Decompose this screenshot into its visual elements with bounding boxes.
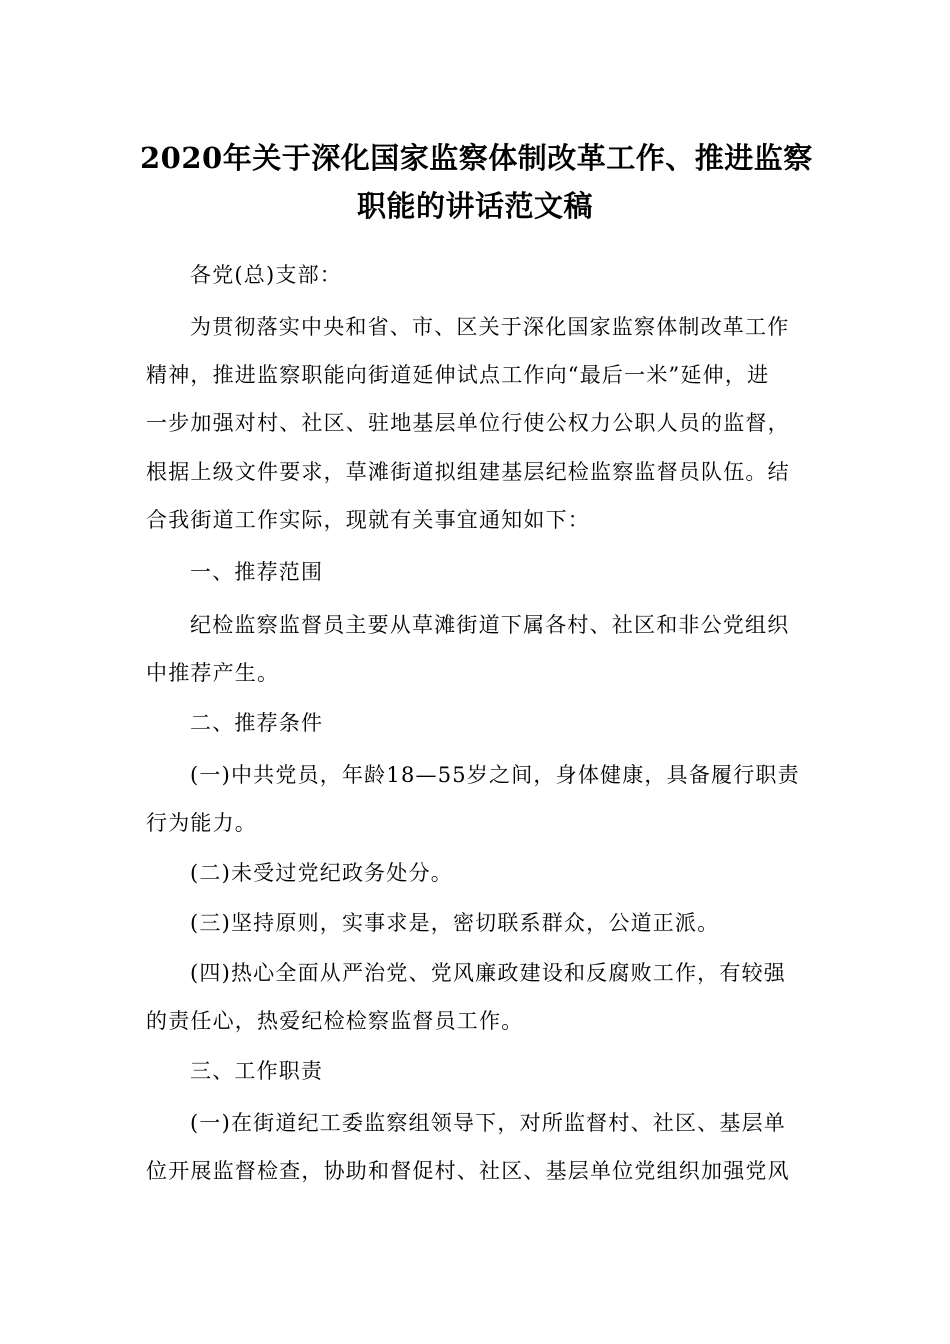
section-heading: 三、工作职责 <box>190 1059 324 1083</box>
body-line: 行为能力。 <box>146 811 257 835</box>
body-line: 一步加强对村、社区、驻地基层单位行使公权力公职人员的监督， <box>146 411 790 435</box>
body-line: 为贯彻落实中央和省、市、区关于深化国家监察体制改革工作 <box>190 315 790 339</box>
body-line: (四)热心全面从严治党、党风廉政建设和反腐败工作，有较强 <box>190 961 786 985</box>
document-title-line-2: 职能的讲话范文稿 <box>356 189 593 223</box>
body-line: (一)中共党员，年龄18—55岁之间，身体健康，具备履行职责 <box>190 763 800 787</box>
salutation: 各党(总)支部： <box>190 263 342 287</box>
body-line: 根据上级文件要求，草滩街道拟组建基层纪检监察监督员队伍。结 <box>146 460 790 484</box>
body-line: 纪检监察监督员主要从草滩街道下属各村、社区和非公党组织 <box>190 613 790 637</box>
body-line: 精神，推进监察职能向街道延伸试点工作向“最后一米”延伸，进 <box>146 363 770 387</box>
body-line: 合我街道工作实际，现就有关事宜通知如下： <box>146 508 590 532</box>
body-line: 的责任心，热爱纪检检察监督员工作。 <box>146 1009 524 1033</box>
body-line: (一)在街道纪工委监察组领导下，对所监督村、社区、基层单 <box>190 1111 786 1135</box>
document-title-line-1: 2020年关于深化国家监察体制改革工作、推进监察 <box>140 141 813 175</box>
section-heading: 一、推荐范围 <box>190 560 324 584</box>
body-line: 中推荐产生。 <box>146 661 280 685</box>
body-line: (二)未受过党纪政务处分。 <box>190 861 453 885</box>
section-heading: 二、推荐条件 <box>190 711 324 735</box>
body-line: 位开展监督检查，协助和督促村、社区、基层单位党组织加强党风 <box>146 1159 790 1183</box>
body-line: (三)坚持原则，实事求是，密切联系群众，公道正派。 <box>190 911 720 935</box>
